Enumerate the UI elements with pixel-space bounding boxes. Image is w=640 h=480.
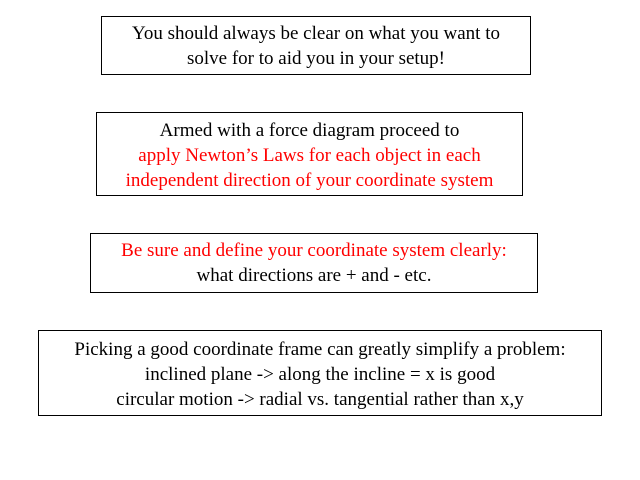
tip-box-goal <box>101 16 531 75</box>
tip-box-coordinate-system <box>90 233 538 293</box>
tip-box-coordinate-frame <box>38 330 602 416</box>
tip-line: Armed with a force diagram proceed to <box>159 120 460 141</box>
tip-box-newtons-laws <box>96 112 523 196</box>
tip-line: Picking a good coordinate frame can greatly simplify a problem: <box>74 339 566 360</box>
tip-line-emphasis: Be sure and define your coordinate system clearly: <box>121 240 507 261</box>
tip-line: what directions are + and - etc. <box>196 265 432 286</box>
tip-line: solve for to aid you in your setup! <box>186 48 446 69</box>
tip-line: inclined plane -> along the incline = x is good <box>144 364 496 385</box>
tip-line-emphasis: independent direction of your coordinate system <box>125 170 494 191</box>
tip-line: circular motion -> radial vs. tangential rather than x,y <box>116 389 524 410</box>
tip-line: You should always be clear on what you want to <box>132 23 500 44</box>
tip-line-emphasis: apply Newton’s Laws for each object in each <box>138 145 481 166</box>
